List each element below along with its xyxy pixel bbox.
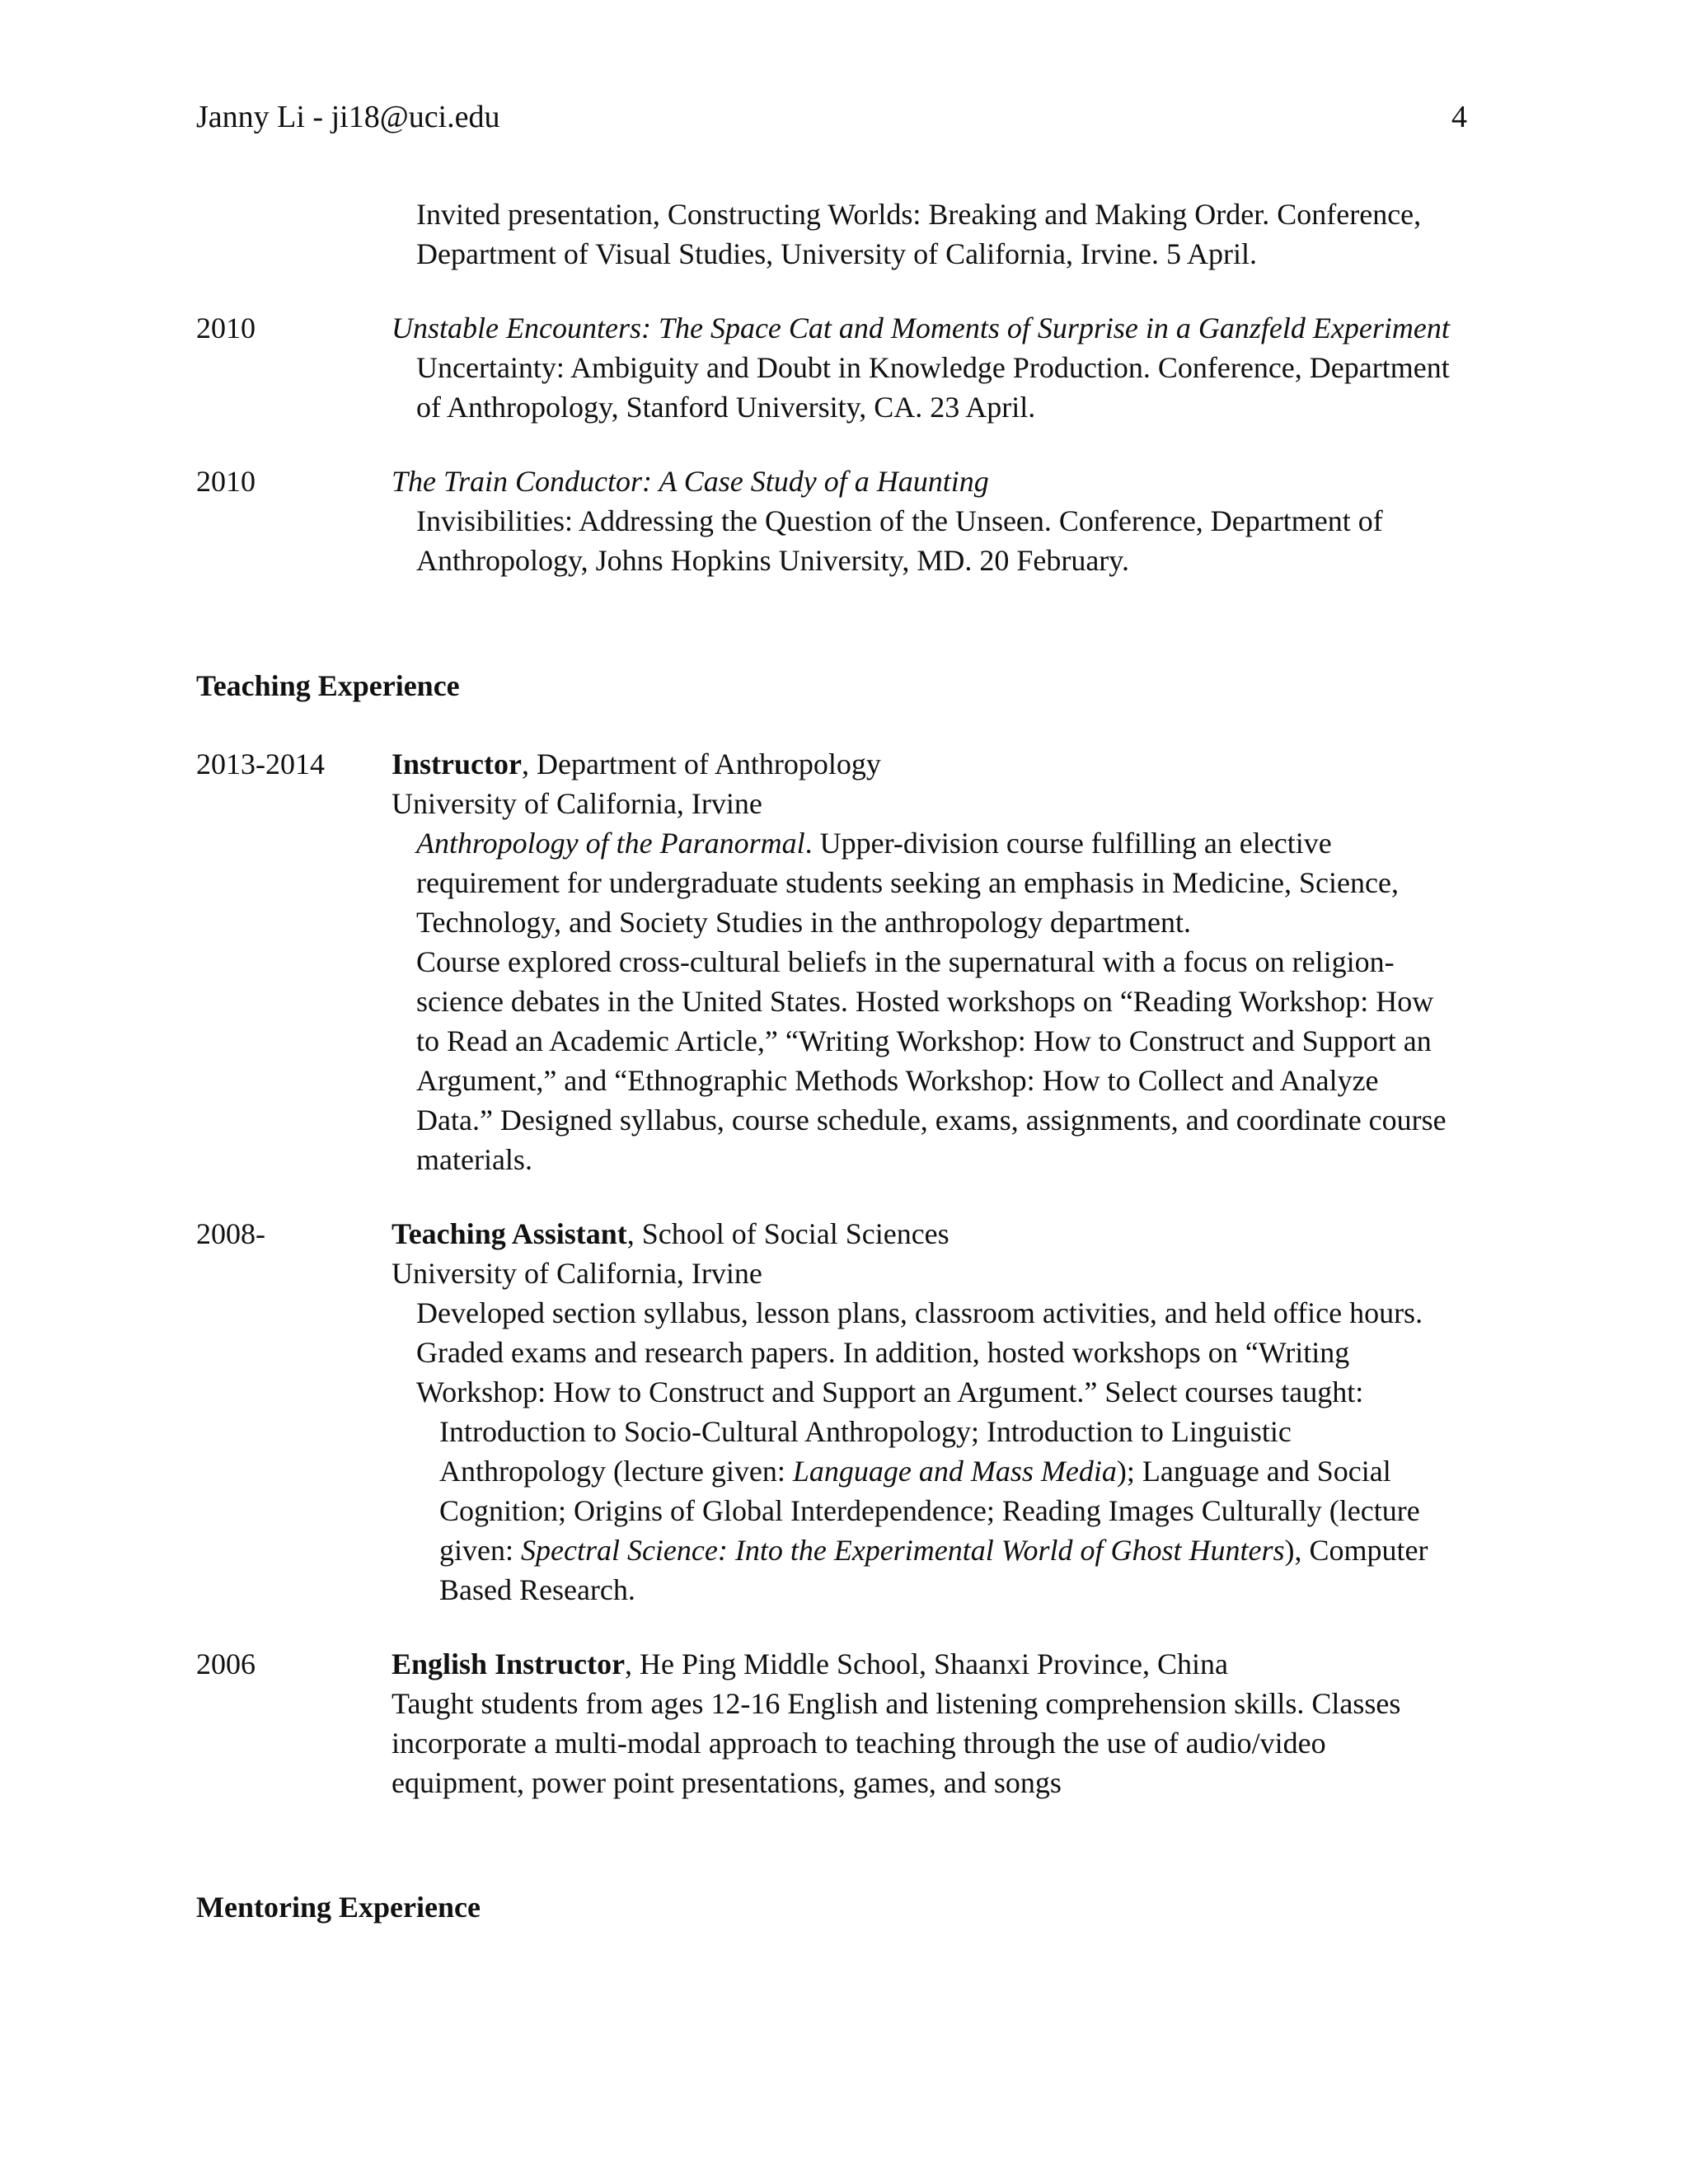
instructor-institution: University of California, Irvine xyxy=(392,787,762,820)
presentation-detail-line1: Uncertainty: Ambiguity and Doubt in Knowledge Production. Conference, Department xyxy=(416,351,1450,384)
instructor-desc-line4: Course explored cross-cultural beliefs in the supernatural with a focus on religion- xyxy=(416,945,1395,978)
presentation-title: The Train Conductor: A Case Study of a Haunting xyxy=(392,465,989,498)
english-role-line xyxy=(392,1644,1228,1684)
ta-courses-line4 xyxy=(439,1530,1428,1570)
instructor-desc-rest: . Upper-division course fulfilling an elective xyxy=(804,827,1332,860)
section-heading-mentoring: Mentoring Experience xyxy=(196,1891,481,1924)
english-desc-line3: equipment, power point presentations, games, and songs xyxy=(392,1766,1062,1799)
presentation-title: Unstable Encounters: The Space Cat and Moments of Surprise in a Ganzfeld Experiment xyxy=(392,312,1450,344)
english-role: English Instructor xyxy=(392,1647,626,1680)
ta-role: Teaching Assistant xyxy=(392,1217,627,1250)
presentation-year: 2010 xyxy=(196,312,256,344)
ta-courses-line1: Introduction to Socio-Cultural Anthropology; Introduction to Linguistic xyxy=(439,1415,1292,1448)
ta-dept: , School of Social Sciences xyxy=(626,1217,950,1250)
presentation-cont-line2: Department of Visual Studies, University of California, Irvine. 5 April. xyxy=(416,237,1257,270)
section-heading-teaching: Teaching Experience xyxy=(196,669,460,702)
presentation-detail-line2: Anthropology, Johns Hopkins University, MD. 20 February. xyxy=(416,544,1129,577)
presentation-detail-line2: of Anthropology, Stanford University, CA. 23 April. xyxy=(416,391,1036,424)
english-place: , He Ping Middle School, Shaanxi Province, China xyxy=(625,1647,1228,1680)
instructor-desc-line6: to Read an Academic Article,” “Writing Workshop: How to Construct and Support an xyxy=(416,1024,1432,1057)
course-title: Anthropology of the Paranormal xyxy=(416,827,805,860)
ta-courses-l4-b: ), Computer xyxy=(1284,1534,1428,1567)
teaching-year-english: 2006 xyxy=(196,1647,256,1680)
instructor-desc-line1 xyxy=(416,823,1332,863)
instructor-role: Instructor xyxy=(392,748,522,780)
page-number: 4 xyxy=(1451,100,1467,134)
teaching-year-ta: 2008- xyxy=(196,1217,265,1250)
ta-desc-line1: Developed section syllabus, lesson plans, classroom activities, and held office hours. xyxy=(416,1296,1423,1329)
instructor-desc-line3: Technology, and Society Studies in the anthropology department. xyxy=(416,906,1191,939)
ta-courses-line5: Based Research. xyxy=(439,1573,635,1606)
ta-courses-line2 xyxy=(439,1451,1391,1491)
ta-institution: University of California, Irvine xyxy=(392,1257,762,1290)
ta-desc-line2: Graded exams and research papers. In addition, hosted workshops on “Writing xyxy=(416,1336,1350,1369)
ta-courses-l4-a: given: xyxy=(439,1534,521,1567)
instructor-role-line xyxy=(392,744,881,784)
header-name-email: Janny Li - ji18@uci.edu xyxy=(196,100,500,134)
english-desc-line2: incorporate a multi-modal approach to teaching through the use of audio/video xyxy=(392,1727,1326,1760)
instructor-desc-line2: requirement for undergraduate students seeking an emphasis in Medicine, Science, xyxy=(416,866,1399,899)
ta-courses-l2-a: Anthropology (lecture given: xyxy=(439,1455,793,1488)
instructor-desc-line5: science debates in the United States. Hosted workshops on “Reading Workshop: How xyxy=(416,985,1434,1018)
presentation-detail-line1: Invisibilities: Addressing the Question of the Unseen. Conference, Department of xyxy=(416,504,1383,537)
english-desc-line1: Taught students from ages 12-16 English and listening comprehension skills. Classes xyxy=(392,1687,1401,1720)
ta-desc-line3: Workshop: How to Construct and Support an Argument.” Select courses taught: xyxy=(416,1376,1364,1408)
instructor-dept: , Department of Anthropology xyxy=(521,748,881,780)
presentation-year: 2010 xyxy=(196,465,256,498)
ta-role-line xyxy=(392,1214,950,1254)
ta-courses-line3: Cognition; Origins of Global Interdependence; Reading Images Culturally (lecture xyxy=(439,1494,1420,1527)
lecture-title: Language and Mass Media xyxy=(792,1455,1117,1488)
presentation-cont-line1: Invited presentation, Constructing Worlds: Breaking and Making Order. Conference, xyxy=(416,198,1422,231)
instructor-desc-line9: materials. xyxy=(416,1143,532,1176)
instructor-desc-line7: Argument,” and “Ethnographic Methods Workshop: How to Collect and Analyze xyxy=(416,1064,1379,1097)
ta-courses-l2-b: ); Language and Social xyxy=(1116,1455,1391,1488)
teaching-year-instructor: 2013-2014 xyxy=(196,748,325,780)
lecture-title: Spectral Science: Into the Experimental World of Ghost Hunters xyxy=(520,1534,1285,1567)
instructor-desc-line8: Data.” Designed syllabus, course schedule, exams, assignments, and coordinate course xyxy=(416,1104,1447,1137)
